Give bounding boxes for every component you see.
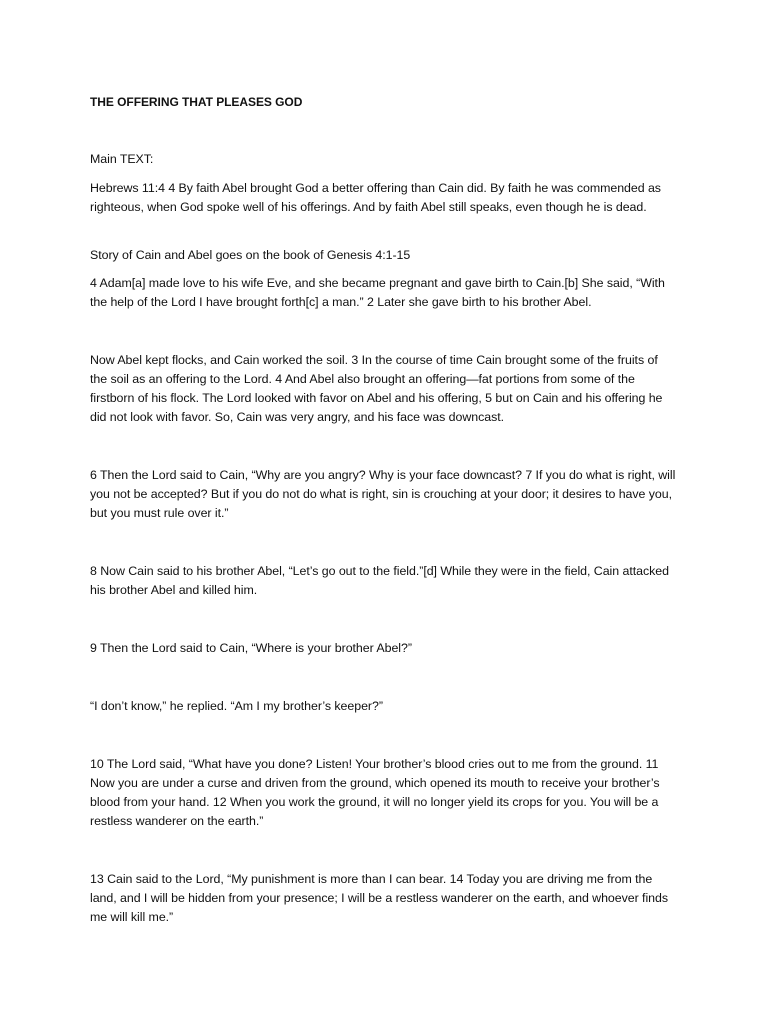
document-page (90, 0, 678, 1024)
paragraph-verse-1-2: 4 Adam[a] made love to his wife Eve, and she became pregnant and gave birth to Cain.[b] She said, “With the help of the Lord I have brought forth[c] a man.” 2 Later she gave birth to his brother Abel. (90, 276, 665, 309)
paragraph-verse-13-14: 13 Cain said to the Lord, “My punishment is more than I can bear. 14 Today you are driving me from the land, and I will be hidden from your presence; I will be a restless wanderer on the earth, and whoever finds me will kill me.” (90, 872, 668, 924)
paragraph-verse-10-12: 10 The Lord said, “What have you done? Listen! Your brother’s blood cries out to me from the ground. 11 Now you are under a curse and driven from the ground, which opened its mouth to receive your brother’s blood from your hand. 12 When you work the ground, it will no longer yield its crops for you. You will be a restless wanderer on the earth.” (90, 757, 660, 828)
paragraph-story-intro: Story of Cain and Abel goes on the book of Genesis 4:1-15 (90, 248, 411, 262)
main-text-label: Main TEXT: (90, 152, 154, 166)
document-title: THE OFFERING THAT PLEASES GOD (90, 95, 303, 109)
paragraph-verse-2-5: Now Abel kept flocks, and Cain worked the soil. 3 In the course of time Cain brought some of the fruits of the soil as an offering to the Lord. 4 And Abel also brought an offering—fat portions from some of the firstborn of his flock. The Lord looked with favor on Abel and his offering, 5 but on Cain and his offering he did not look with favor. So, Cain was very angry, and his face was downcast. (90, 353, 663, 424)
paragraph-verse-9b: “I don’t know,” he replied. “Am I my brother’s keeper?” (90, 699, 383, 713)
paragraph-verse-8: 8 Now Cain said to his brother Abel, “Let’s go out to the field.”[d] While they were in the field, Cain attacked his brother Abel and killed him. (90, 564, 669, 597)
paragraph-verse-9: 9 Then the Lord said to Cain, “Where is your brother Abel?” (90, 641, 412, 655)
paragraph-hebrews: Hebrews 11:4 4 By faith Abel brought God a better offering than Cain did. By faith he was commended as righteous, when God spoke well of his offerings. And by faith Abel still speaks, even though he is dead. (90, 181, 661, 214)
paragraph-verse-6-7: 6 Then the Lord said to Cain, “Why are you angry? Why is your face downcast? 7 If you do what is right, will you not be accepted? But if you do not do what is right, sin is crouching at your door; it desires to have you, but you must rule over it.” (90, 468, 676, 520)
